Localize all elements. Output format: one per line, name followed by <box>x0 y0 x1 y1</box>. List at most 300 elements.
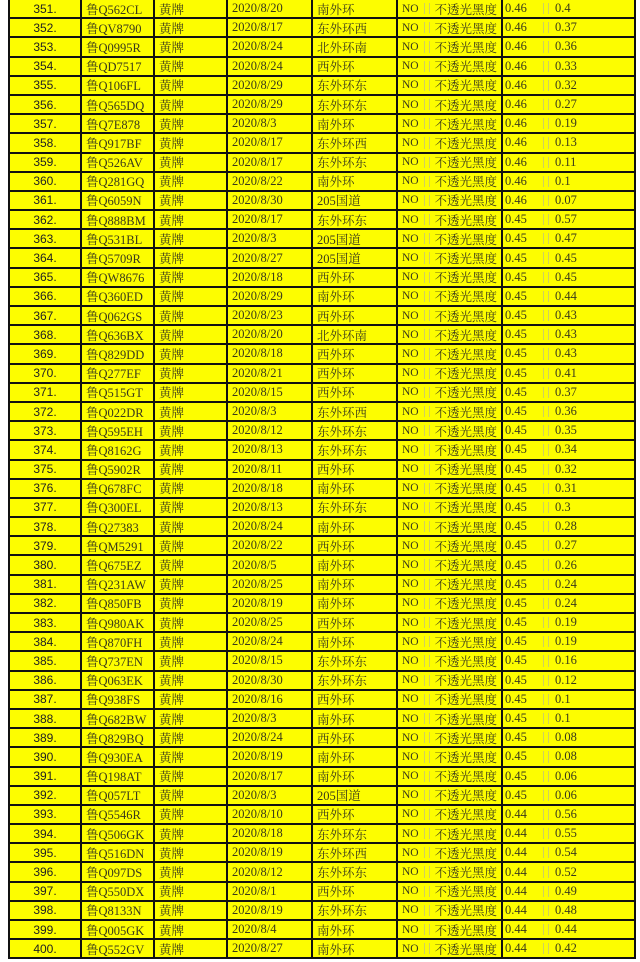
cell-divider <box>543 713 549 724</box>
result-flag: NO <box>402 712 419 725</box>
result-flag: NO <box>402 942 419 955</box>
inspection-location: 南外环 <box>313 173 398 190</box>
test-item: 不透光黑度 <box>434 789 497 804</box>
row-index: 382. <box>10 595 82 612</box>
inspection-location: 南外环 <box>313 115 398 132</box>
row-index: 386. <box>10 672 82 689</box>
table-row <box>10 269 634 288</box>
value-cell <box>503 537 634 554</box>
value-cell <box>503 518 634 535</box>
cell-divider <box>424 636 430 647</box>
row-index: 387. <box>10 691 82 708</box>
result-flag: NO <box>402 923 419 936</box>
result-cell <box>398 518 503 535</box>
plate-number: 鲁Q552GV <box>82 940 155 957</box>
standard-value: 0.45 <box>505 231 527 246</box>
measured-value: 0.57 <box>555 212 577 227</box>
plate-type: 黄牌 <box>155 595 228 612</box>
row-index: 369. <box>10 345 82 362</box>
table-row <box>10 480 634 499</box>
standard-value: 0.45 <box>505 519 527 534</box>
cell-divider <box>543 444 549 455</box>
cell-divider <box>543 828 549 839</box>
cell-divider <box>424 387 430 398</box>
standard-value: 0.45 <box>505 461 527 476</box>
test-item: 不透光黑度 <box>434 693 497 708</box>
plate-number: 鲁Q097DS <box>82 863 155 880</box>
result-flag: NO <box>402 386 419 399</box>
cell-divider <box>543 214 549 225</box>
inspection-location: 南外环 <box>313 710 398 727</box>
cell-divider <box>543 61 549 72</box>
inspection-location: 西外环 <box>313 883 398 900</box>
test-item: 不透光黑度 <box>434 559 497 574</box>
cell-divider <box>543 176 549 187</box>
result-cell <box>398 537 503 554</box>
cell-divider <box>543 943 549 954</box>
plate-number: 鲁Q062GS <box>82 307 155 324</box>
result-flag: NO <box>402 578 419 591</box>
test-item: 不透光黑度 <box>434 846 497 861</box>
plate-type: 黄牌 <box>155 230 228 247</box>
row-index: 385. <box>10 652 82 669</box>
row-index: 380. <box>10 556 82 573</box>
result-cell <box>398 710 503 727</box>
test-item: 不透光黑度 <box>434 731 497 746</box>
result-flag: NO <box>402 252 419 265</box>
inspection-date: 2020/8/17 <box>228 19 313 36</box>
standard-value: 0.44 <box>505 902 527 917</box>
cell-divider <box>543 905 549 916</box>
value-cell <box>503 787 634 804</box>
cell-divider <box>424 809 430 820</box>
cell-divider <box>424 3 430 14</box>
measured-value: 0.34 <box>555 442 577 457</box>
measured-value: 0.37 <box>555 20 577 35</box>
value-cell <box>503 403 634 420</box>
table-row <box>10 883 634 902</box>
row-index: 363. <box>10 230 82 247</box>
measured-value: 0.35 <box>555 423 577 438</box>
standard-value: 0.44 <box>505 826 527 841</box>
cell-divider <box>543 80 549 91</box>
value-cell <box>503 96 634 113</box>
value-cell <box>503 672 634 689</box>
cell-divider <box>543 655 549 666</box>
value-cell <box>503 576 634 593</box>
inspection-location: 东外环西 <box>313 134 398 151</box>
row-index: 353. <box>10 38 82 55</box>
inspection-location: 205国道 <box>313 192 398 209</box>
standard-value: 0.45 <box>505 288 527 303</box>
inspection-location: 南外环 <box>313 576 398 593</box>
row-index: 400. <box>10 940 82 957</box>
plate-number: 鲁Q737EN <box>82 652 155 669</box>
table-row <box>10 825 634 844</box>
result-cell <box>398 883 503 900</box>
inspection-location: 南外环 <box>313 940 398 957</box>
inspection-date: 2020/8/24 <box>228 518 313 535</box>
row-index: 371. <box>10 384 82 401</box>
standard-value: 0.45 <box>505 672 527 687</box>
plate-number: 鲁QV8790 <box>82 19 155 36</box>
cell-divider <box>424 828 430 839</box>
plate-type: 黄牌 <box>155 863 228 880</box>
value-cell <box>503 710 634 727</box>
inspection-location: 东外环东 <box>313 422 398 439</box>
inspection-location: 西外环 <box>313 806 398 823</box>
plate-number: 鲁Q231AW <box>82 576 155 593</box>
table-row <box>10 461 634 480</box>
row-index: 356. <box>10 96 82 113</box>
plate-type: 黄牌 <box>155 537 228 554</box>
value-cell <box>503 288 634 305</box>
cell-divider <box>424 176 430 187</box>
measured-value: 0.48 <box>555 902 577 917</box>
value-cell <box>503 345 634 362</box>
result-flag: NO <box>402 271 419 284</box>
inspection-date: 2020/8/11 <box>228 461 313 478</box>
cell-divider <box>543 924 549 935</box>
standard-value: 0.44 <box>505 845 527 860</box>
value-cell <box>503 902 634 919</box>
plate-type: 黄牌 <box>155 518 228 535</box>
plate-number: 鲁Q930EA <box>82 748 155 765</box>
cell-divider <box>424 406 430 417</box>
result-cell <box>398 652 503 669</box>
result-cell <box>398 595 503 612</box>
result-flag: NO <box>402 866 419 879</box>
value-cell <box>503 134 634 151</box>
test-item: 不透光黑度 <box>434 654 497 669</box>
cell-divider <box>543 157 549 168</box>
standard-value: 0.45 <box>505 384 527 399</box>
result-cell <box>398 326 503 343</box>
result-flag: NO <box>402 21 419 34</box>
standard-value: 0.45 <box>505 730 527 745</box>
standard-value: 0.45 <box>505 442 527 457</box>
measured-value: 0.33 <box>555 58 577 73</box>
cell-divider <box>424 521 430 532</box>
inspection-date: 2020/8/20 <box>228 326 313 343</box>
row-index: 391. <box>10 768 82 785</box>
standard-value: 0.45 <box>505 404 527 419</box>
table-row <box>10 863 634 882</box>
table-row <box>10 518 634 537</box>
value-cell <box>503 863 634 880</box>
test-item: 不透光黑度 <box>434 367 497 382</box>
inspection-date: 2020/8/3 <box>228 230 313 247</box>
value-cell <box>503 768 634 785</box>
cell-divider <box>424 483 430 494</box>
result-flag: NO <box>402 79 419 92</box>
result-cell <box>398 461 503 478</box>
cell-divider <box>543 502 549 513</box>
measured-value: 0.36 <box>555 39 577 54</box>
inspection-location: 205国道 <box>313 230 398 247</box>
plate-type: 黄牌 <box>155 940 228 957</box>
cell-divider <box>424 732 430 743</box>
inspection-date: 2020/8/18 <box>228 825 313 842</box>
inspection-date: 2020/8/24 <box>228 58 313 75</box>
measured-value: 0.1 <box>555 691 571 706</box>
result-flag: NO <box>402 731 419 744</box>
plate-number: 鲁Q678FC <box>82 480 155 497</box>
cell-divider <box>424 137 430 148</box>
plate-type: 黄牌 <box>155 19 228 36</box>
value-cell <box>503 211 634 228</box>
result-flag: NO <box>402 693 419 706</box>
plate-number: 鲁Q8162G <box>82 441 155 458</box>
standard-value: 0.45 <box>505 576 527 591</box>
standard-value: 0.44 <box>505 883 527 898</box>
measured-value: 0.44 <box>555 922 577 937</box>
row-index: 397. <box>10 883 82 900</box>
value-cell <box>503 173 634 190</box>
result-flag: NO <box>402 520 419 533</box>
test-item: 不透光黑度 <box>434 578 497 593</box>
plate-number: 鲁Q300EL <box>82 499 155 516</box>
standard-value: 0.45 <box>505 538 527 553</box>
result-flag: NO <box>402 827 419 840</box>
result-cell <box>398 748 503 765</box>
value-cell <box>503 307 634 324</box>
value-cell <box>503 422 634 439</box>
test-item: 不透光黑度 <box>434 79 497 94</box>
inspection-location: 西外环 <box>313 691 398 708</box>
inspection-date: 2020/8/12 <box>228 422 313 439</box>
result-flag: NO <box>402 674 419 687</box>
inspection-date: 2020/8/19 <box>228 902 313 919</box>
plate-type: 黄牌 <box>155 633 228 650</box>
row-index: 355. <box>10 77 82 94</box>
row-index: 373. <box>10 422 82 439</box>
measured-value: 0.41 <box>555 365 577 380</box>
cell-divider <box>543 387 549 398</box>
row-index: 390. <box>10 748 82 765</box>
inspection-location: 西外环 <box>313 365 398 382</box>
row-index: 384. <box>10 633 82 650</box>
result-flag: NO <box>402 770 419 783</box>
row-index: 352. <box>10 19 82 36</box>
measured-value: 0.19 <box>555 116 577 131</box>
result-cell <box>398 614 503 631</box>
measured-value: 0.27 <box>555 538 577 553</box>
inspection-location: 东外环东 <box>313 902 398 919</box>
value-cell <box>503 154 634 171</box>
standard-value: 0.45 <box>505 327 527 342</box>
test-item: 不透光黑度 <box>434 482 497 497</box>
table-row <box>10 19 634 38</box>
standard-value: 0.45 <box>505 499 527 514</box>
cell-divider <box>543 579 549 590</box>
cell-divider <box>424 464 430 475</box>
row-index: 364. <box>10 249 82 266</box>
cell-divider <box>424 329 430 340</box>
plate-type: 黄牌 <box>155 365 228 382</box>
inspection-location: 西外环 <box>313 58 398 75</box>
inspection-location: 东外环东 <box>313 863 398 880</box>
row-index: 368. <box>10 326 82 343</box>
inspection-location: 南外环 <box>313 0 398 17</box>
measured-value: 0.43 <box>555 327 577 342</box>
table-row <box>10 633 634 652</box>
measured-value: 0.43 <box>555 308 577 323</box>
test-item: 不透光黑度 <box>434 808 497 823</box>
inspection-location: 东外环东 <box>313 154 398 171</box>
measured-value: 0.27 <box>555 97 577 112</box>
result-cell <box>398 230 503 247</box>
cell-divider <box>424 866 430 877</box>
inspection-location: 西外环 <box>313 614 398 631</box>
plate-type: 黄牌 <box>155 249 228 266</box>
cell-divider <box>424 847 430 858</box>
inspection-date: 2020/8/27 <box>228 249 313 266</box>
standard-value: 0.45 <box>505 269 527 284</box>
table-row <box>10 192 634 211</box>
result-flag: NO <box>402 443 419 456</box>
result-flag: NO <box>402 654 419 667</box>
result-cell <box>398 38 503 55</box>
cell-divider <box>424 617 430 628</box>
inspection-location: 西外环 <box>313 461 398 478</box>
inspection-date: 2020/8/3 <box>228 115 313 132</box>
test-item: 不透光黑度 <box>434 712 497 727</box>
plate-type: 黄牌 <box>155 480 228 497</box>
cell-divider <box>543 368 549 379</box>
cell-divider <box>543 291 549 302</box>
value-cell <box>503 384 634 401</box>
table-row <box>10 806 634 825</box>
standard-value: 0.45 <box>505 346 527 361</box>
cell-divider <box>424 751 430 762</box>
standard-value: 0.46 <box>505 97 527 112</box>
plate-type: 黄牌 <box>155 825 228 842</box>
cell-divider <box>424 252 430 263</box>
table-row <box>10 96 634 115</box>
plate-type: 黄牌 <box>155 115 228 132</box>
result-flag: NO <box>402 885 419 898</box>
cell-divider <box>543 675 549 686</box>
inspection-location: 南外环 <box>313 748 398 765</box>
result-cell <box>398 691 503 708</box>
plate-type: 黄牌 <box>155 556 228 573</box>
test-item: 不透光黑度 <box>434 328 497 343</box>
result-cell <box>398 729 503 746</box>
cell-divider <box>424 61 430 72</box>
plate-type: 黄牌 <box>155 461 228 478</box>
standard-value: 0.46 <box>505 77 527 92</box>
table-row <box>10 441 634 460</box>
inspection-location: 东外环东 <box>313 652 398 669</box>
plate-number: 鲁Q7E878 <box>82 115 155 132</box>
cell-divider <box>424 675 430 686</box>
inspection-location: 西外环 <box>313 384 398 401</box>
cell-divider <box>543 464 549 475</box>
result-flag: NO <box>402 156 419 169</box>
inspection-date: 2020/8/25 <box>228 576 313 593</box>
plate-type: 黄牌 <box>155 211 228 228</box>
test-item: 不透光黑度 <box>434 463 497 478</box>
measured-value: 0.32 <box>555 461 577 476</box>
inspection-location: 东外环东 <box>313 211 398 228</box>
cell-divider <box>424 540 430 551</box>
plate-number: 鲁Q106FL <box>82 77 155 94</box>
standard-value: 0.45 <box>505 691 527 706</box>
table-row <box>10 307 634 326</box>
result-flag: NO <box>402 846 419 859</box>
cell-divider <box>543 425 549 436</box>
test-item: 不透光黑度 <box>434 98 497 113</box>
result-cell <box>398 77 503 94</box>
row-index: 351. <box>10 0 82 17</box>
inspection-date: 2020/8/24 <box>228 38 313 55</box>
standard-value: 0.45 <box>505 423 527 438</box>
cell-divider <box>543 406 549 417</box>
plate-number: 鲁Q277EF <box>82 365 155 382</box>
standard-value: 0.45 <box>505 768 527 783</box>
result-cell <box>398 633 503 650</box>
standard-value: 0.45 <box>505 557 527 572</box>
cell-divider <box>424 22 430 33</box>
cell-divider <box>424 905 430 916</box>
result-cell <box>398 940 503 957</box>
plate-type: 黄牌 <box>155 806 228 823</box>
standard-value: 0.46 <box>505 116 527 131</box>
value-cell <box>503 691 634 708</box>
plate-number: 鲁Q980AK <box>82 614 155 631</box>
table-row <box>10 768 634 787</box>
cell-divider <box>424 118 430 129</box>
measured-value: 0.28 <box>555 519 577 534</box>
value-cell <box>503 19 634 36</box>
plate-number: 鲁Q515GT <box>82 384 155 401</box>
row-index: 367. <box>10 307 82 324</box>
measured-value: 0.16 <box>555 653 577 668</box>
test-item: 不透光黑度 <box>434 770 497 785</box>
value-cell <box>503 806 634 823</box>
inspection-date: 2020/8/19 <box>228 748 313 765</box>
row-index: 379. <box>10 537 82 554</box>
result-cell <box>398 192 503 209</box>
test-item: 不透光黑度 <box>434 827 497 842</box>
cell-divider <box>543 521 549 532</box>
plate-number: 鲁Q870FH <box>82 633 155 650</box>
inspection-date: 2020/8/23 <box>228 307 313 324</box>
table-row <box>10 134 634 153</box>
test-item: 不透光黑度 <box>434 597 497 612</box>
result-flag: NO <box>402 539 419 552</box>
table-row <box>10 729 634 748</box>
measured-value: 0.45 <box>555 250 577 265</box>
plate-number: 鲁Q938FS <box>82 691 155 708</box>
result-cell <box>398 672 503 689</box>
value-cell <box>503 729 634 746</box>
standard-value: 0.45 <box>505 480 527 495</box>
result-flag: NO <box>402 309 419 322</box>
row-index: 374. <box>10 441 82 458</box>
inspection-date: 2020/8/29 <box>228 77 313 94</box>
standard-value: 0.44 <box>505 806 527 821</box>
plate-number: 鲁Q682BW <box>82 710 155 727</box>
test-item: 不透光黑度 <box>434 405 497 420</box>
inspection-date: 2020/8/13 <box>228 499 313 516</box>
plate-type: 黄牌 <box>155 58 228 75</box>
inspection-location: 东外环西 <box>313 844 398 861</box>
inspection-date: 2020/8/13 <box>228 441 313 458</box>
inspection-location: 东外环西 <box>313 403 398 420</box>
inspection-date: 2020/8/16 <box>228 691 313 708</box>
